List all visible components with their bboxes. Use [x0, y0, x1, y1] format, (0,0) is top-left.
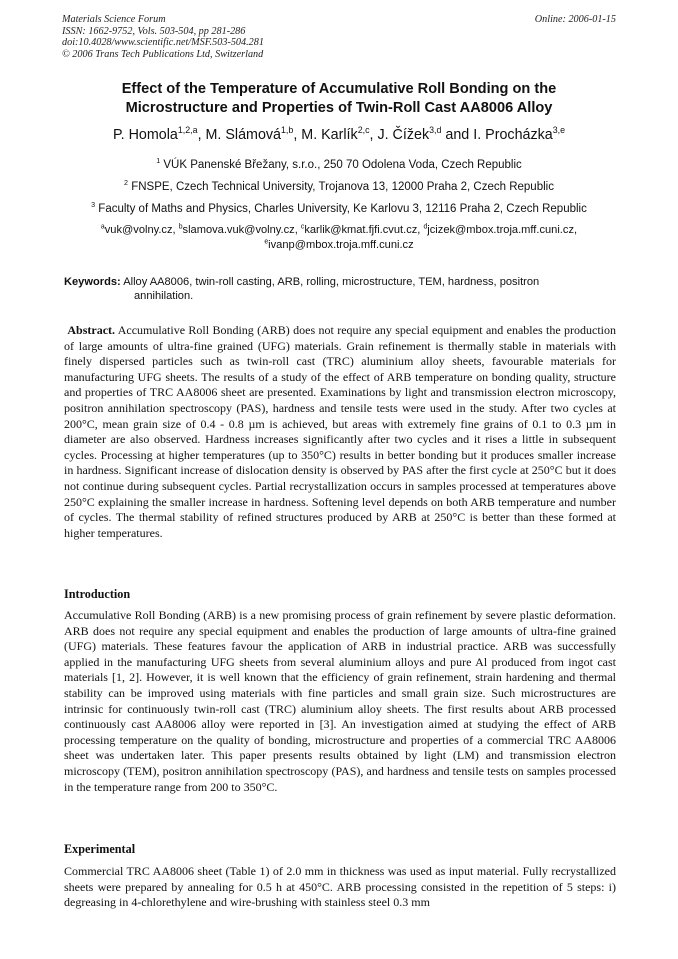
email-e[interactable]: ivanp@mbox.troja.mff.cuni.cz — [268, 238, 414, 251]
online-date: Online: 2006-01-15 — [534, 14, 616, 25]
section-heading-introduction: Introduction — [64, 587, 131, 601]
abstract-label: Abstract. — [67, 323, 116, 337]
affiliation-1: $^1$ VÚK Panenské Břežany, s.r.o., 250 70 Odolena Voda, Czech Republic — [156, 157, 522, 171]
author-list: P. Homola$^{1,2,a}$, M. Slámová$^{1,b}$, M. Karlík$^{2,c}$, J. Čížek$^{3,d}$ and I. Procházka$^{3,e}$ — [112, 125, 566, 143]
title-line-1: Effect of the Temperature of Accumulative Roll Bonding on the — [121, 81, 557, 97]
author: P. Homola$^{1,2,a}$ — [112, 125, 198, 143]
email-d[interactable]: jcizek@mbox.troja.mff.cuni.cz, — [427, 224, 578, 236]
email-c[interactable]: karlik@kmat.fjfi.cvut.cz, — [304, 224, 421, 236]
author: J. Čížek$^{3,d}$ — [377, 125, 442, 143]
experimental-text: Commercial TRC AA8006 sheet (Table 1) of 2.0 mm in thickness was used as input material. Fully recrystallized sheets were prepared by annealing for 0.5 h at 450°C. ARB processing consisted in the repetition of 5 steps: i) degreasing in 4-chlorethylene and wire-brushing with stainless steel 0.3 mm — [64, 864, 616, 910]
affiliation-3: $^3$ Faculty of Maths and Physics, Charles University, Ke Karlovu 3, 12116 Praha 2, Czech Republic — [91, 201, 587, 215]
keywords-label: Keywords: — [64, 276, 121, 288]
issn-line: ISSN: 1662-9752, Vols. 503-504, pp 281-286 — [62, 25, 246, 37]
journal-name: Materials Science Forum — [62, 14, 166, 25]
author: M. Karlík$^{2,c}$ — [301, 125, 370, 143]
affiliation-2: $^2$ FNSPE, Czech Technical University, Trojanova 13, 12000 Praha 2, Czech Republic — [124, 179, 554, 193]
keywords-block — [64, 275, 616, 303]
publication-info — [62, 14, 616, 60]
section-heading-experimental: Experimental — [64, 842, 136, 856]
author: I. Procházka$^{3,e}$ — [473, 125, 566, 143]
doi-line: doi:10.4028/www.scientific.net/MSF.503-504.281 — [62, 37, 264, 49]
abstract — [64, 323, 616, 541]
author: M. Slámová$^{1,b}$ — [205, 125, 294, 143]
running-header — [62, 14, 616, 60]
introduction-text: Accumulative Roll Bonding (ARB) is a new promising process of grain refinement by severe plastic deformation. ARB does not require any special equipment and enables the production of large amounts of ultra-fine grained (UFG) materials. These features favour the application of ARB in industrial practice. ARB was successfully applied in the manufacturing UFG sheets from several aluminium alloys and pure Al produced from ingot cast materials [1, 2]. However, it is well known that the efficiency of grain refinement, strain hardening and thermal stability can be improved using materials with fine particles and small grain size. Such microstructures are intrinsic for continuously twin-roll cast (TRC) aluminium alloy sheets. The first results about ARB processed continuously cast AA8006 alloy were reported in [3]. An investigation aimed at studying the effect of ARB processing temperature on the quality of bonding, microstructure and properties of a commercial TRC AA8006 sheet was undertaken later. This paper presents results obtained by light (LM) and transmission electron microscopy (TEM), positron annihilation spectroscopy (PAS), and hardness and tensile tests on samples processed in the temperature range from 200 to 350°C. — [64, 608, 616, 794]
abstract-text: Accumulative Roll Bonding (ARB) does not require any special equipment and enables the production of large amounts of ultra-fine grained (UFG) materials. Grain refinement is thermally stable in materials with finely dispersed particles such as twin-roll cast (TRC) aluminium alloy sheets, favourable materials for manufacturing UFG sheets. The results of a study of the effect of ARB temperature on bonding quality, structure and properties of TRC AA8006 sheet are presented. Examinations by light and transmission electron microscopy, positron annihilation spectroscopy (PAS), hardness and tensile tests were used in the study. After two cycles at 200°C, mean grain size of 0.4 - 0.8 µm is achieved, but areas with extremely fine grains of 0.1 to 0.3 µm in diameter are also observed. Hardness increases significantly after two cycles and it rises a little in subsequent cycles. Processing at higher temperatures (up to 350°C) results in better bonding but it produces smaller increase in hardness. Significant increase of dislocation density is observed by PAS after the first cycle at 250°C but it does not continue during subsequent cycles. Partial recrystallization occurs in samples processed at temperatures above 250°C explaining the smaller increase in hardness. Softening level depends on both ARB temperature and number of cycles. The thermal stability of refined structures produced by ARB at 250°C is better than these formed at higher temperatures. — [64, 323, 617, 540]
email-a[interactable]: vuk@volny.cz, — [104, 224, 176, 236]
title-line-2: Microstructure and Properties of Twin-Roll Cast AA8006 Alloy — [125, 99, 553, 116]
author-emails: $^a$vuk@volny.cz, $^b$slamova.vuk@volny.cz, $^c$karlik@kmat.fjfi.cvut.cz, $^d$jcizek@mbox.troja.mff.cuni.cz, $^e$ivanp@mbox.troja.mff.cuni.cz — [100, 223, 578, 251]
keywords-text-cont: annihilation. — [134, 290, 194, 303]
keywords-text: Alloy AA8006, twin-roll casting, ARB, rolling, microstructure, TEM, hardness, positron — [123, 276, 540, 288]
paper-title — [40, 80, 638, 117]
copyright-line: © 2006 Trans Tech Publications Ltd, Switzerland — [62, 48, 264, 60]
email-b[interactable]: slamova.vuk@volny.cz, — [182, 224, 298, 236]
